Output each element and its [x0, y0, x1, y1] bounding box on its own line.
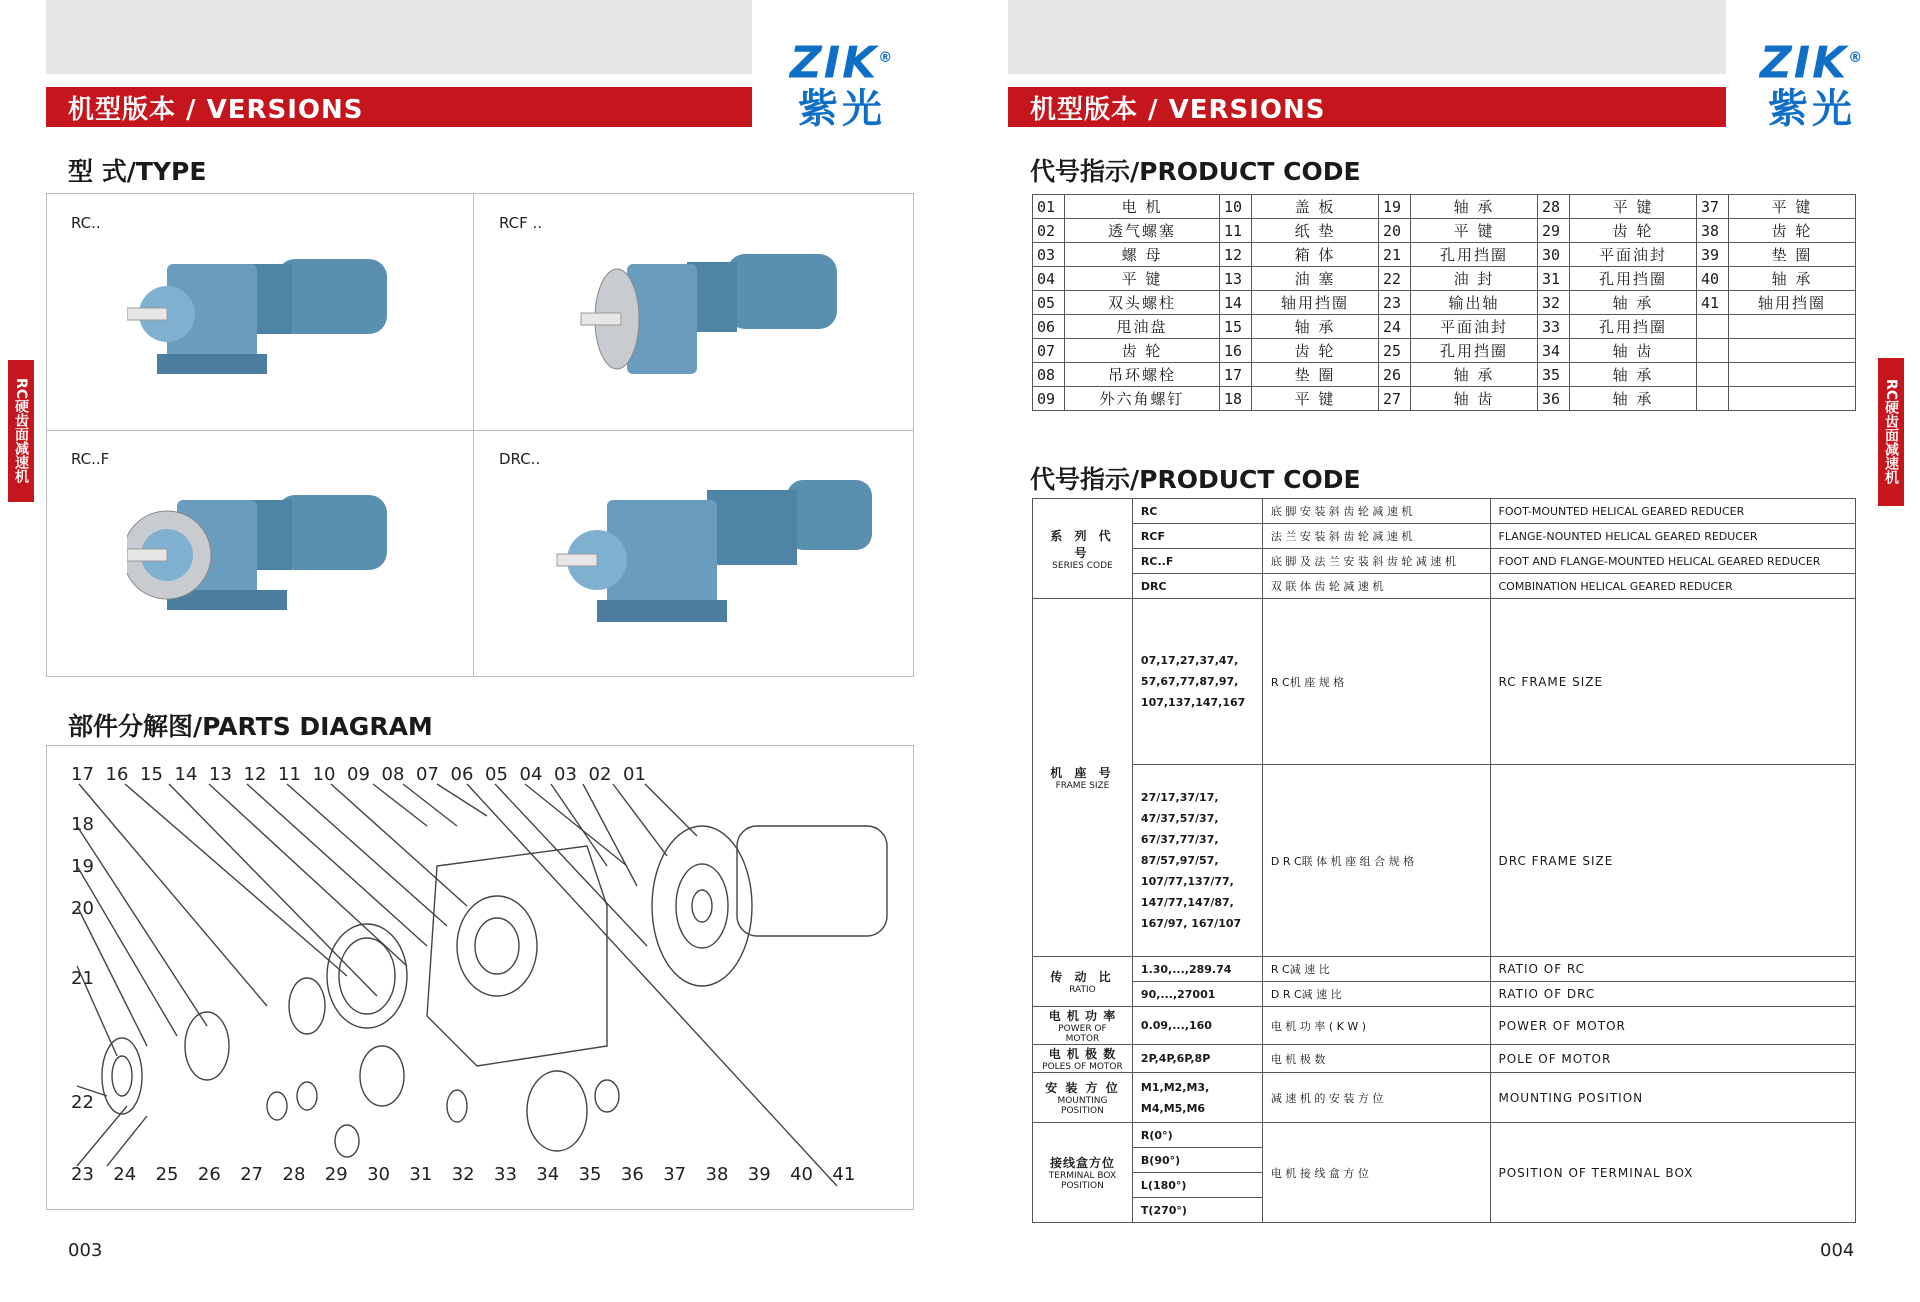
rcf-reducer-image [567, 224, 867, 404]
part-name-cell: 输出轴 [1411, 291, 1538, 315]
series-desc-cn: 双 联 体 齿 轮 减 速 机 [1262, 574, 1490, 599]
terminal-label: 接线盒方位 [1049, 1156, 1115, 1170]
drc-frame-size: 47/37,57/37, [1140, 812, 1219, 825]
side-tab-right [1878, 358, 1904, 506]
parts-table-row [1033, 291, 1856, 315]
mounting-value: M1,M2,M3, [1140, 1080, 1210, 1094]
logo-chinese: 紫光 [798, 85, 886, 132]
part-name-cell: 平 键 [1569, 195, 1696, 219]
part-number-cell: 13 [1220, 267, 1252, 291]
part-number-cell: 05 [1033, 291, 1065, 315]
part-name-cell: 轴 承 [1569, 291, 1696, 315]
parts-diagram [46, 745, 914, 1210]
part-number-cell: 39 [1696, 243, 1728, 267]
part-name-cell: 轴 承 [1252, 315, 1379, 339]
logo-chinese: 紫光 [1768, 85, 1856, 132]
part-callout: 04 [519, 764, 543, 785]
part-name-cell: 电 机 [1065, 195, 1220, 219]
type-label-rc: RC.. [71, 214, 101, 232]
zik-logo-right [1742, 36, 1882, 132]
part-callout: 03 [554, 764, 577, 785]
poles-desc-cn: 电 机 极 数 [1262, 1045, 1490, 1073]
poles-label: 电 机 极 数 [1048, 1047, 1117, 1061]
power-value: 0.09,...,160 [1132, 1007, 1262, 1045]
part-callout: 21 [71, 968, 94, 989]
part-callout: 31 [409, 1164, 433, 1185]
series-label-en: SERIES CODE [1052, 560, 1113, 571]
part-name-cell [1728, 387, 1855, 411]
part-number-cell: 20 [1379, 219, 1411, 243]
frame-label: 机 座 号 [1050, 766, 1115, 780]
part-number-cell: 12 [1220, 243, 1252, 267]
part-number-cell: 21 [1379, 243, 1411, 267]
terminal-value: L(180°) [1132, 1173, 1262, 1198]
part-name-cell: 孔用挡圈 [1569, 315, 1696, 339]
series-desc-en: COMBINATION HELICAL GEARED REDUCER [1490, 574, 1856, 599]
part-name-cell: 吊环螺栓 [1065, 363, 1220, 387]
part-number-cell: 19 [1379, 195, 1411, 219]
part-callout: 08 [381, 764, 405, 785]
part-callout: 17 [71, 764, 94, 785]
part-callout: 32 [451, 1164, 475, 1185]
part-number-cell: 28 [1537, 195, 1569, 219]
series-desc-cn: 底 脚 及 法 兰 安 装 斜 齿 轮 减 速 机 [1262, 549, 1490, 574]
power-desc-cn: 电 机 功 率 ( K W ) [1262, 1007, 1490, 1045]
part-name-cell: 螺 母 [1065, 243, 1220, 267]
part-name-cell: 双头螺柱 [1065, 291, 1220, 315]
part-number-cell [1696, 315, 1728, 339]
ratio-label: 传 动 比 [1050, 970, 1115, 984]
part-callout: 15 [140, 764, 163, 785]
part-name-cell: 孔用挡圈 [1411, 339, 1538, 363]
part-name-cell: 轴 承 [1569, 363, 1696, 387]
series-desc-cn: 法 兰 安 装 斜 齿 轮 减 速 机 [1262, 524, 1490, 549]
poles-label-en: POLES OF MOTOR [1042, 1062, 1123, 1072]
part-callout: 16 [105, 764, 129, 785]
drc-frame-size: 87/57,97/57, [1140, 854, 1219, 867]
part-name-cell: 油 封 [1411, 267, 1538, 291]
part-callout: 28 [282, 1164, 306, 1185]
series-desc-en: FOOT-MOUNTED HELICAL GEARED REDUCER [1490, 499, 1856, 524]
part-number-cell: 04 [1033, 267, 1065, 291]
part-callout: 34 [536, 1164, 560, 1185]
part-callout: 26 [197, 1164, 221, 1185]
parts-table-row [1033, 387, 1856, 411]
page-number-right: 004 [1820, 1240, 1855, 1261]
part-callout: 09 [347, 764, 370, 785]
part-name-cell: 轴 承 [1411, 195, 1538, 219]
part-callout: 19 [71, 856, 94, 877]
part-number-cell: 26 [1379, 363, 1411, 387]
part-name-cell: 齿 轮 [1569, 219, 1696, 243]
type-label-rcf-foot: RC..F [71, 450, 110, 468]
top-gray-bar-left [46, 0, 752, 74]
part-name-cell: 垫 圈 [1728, 243, 1855, 267]
part-callout: 23 [71, 1164, 94, 1185]
part-name-cell [1728, 339, 1855, 363]
product-code-title-2: 代号指示/PRODUCT CODE [1030, 465, 1361, 494]
part-callout: 39 [747, 1164, 771, 1185]
ratio-desc-cn: D R C减 速 比 [1262, 982, 1490, 1007]
terminal-desc-en: POSITION OF TERMINAL BOX [1490, 1123, 1856, 1223]
part-callout: 40 [790, 1164, 813, 1185]
side-tab-text: RC硬齿面减速机 [1883, 379, 1899, 485]
rc-frame-desc-cn: R C机 座 规 格 [1262, 599, 1490, 765]
part-name-cell: 齿 轮 [1252, 339, 1379, 363]
drc-frame-size: 167/97, 167/107 [1140, 917, 1242, 930]
part-number-cell: 11 [1220, 219, 1252, 243]
top-gray-bar-right [1008, 0, 1726, 74]
rc-frame-size: 107,137,147,167 [1140, 696, 1246, 709]
side-tab-text: RC硬齿面减速机 [13, 378, 29, 484]
parts-table-row [1033, 243, 1856, 267]
part-number-cell: 36 [1537, 387, 1569, 411]
part-name-cell: 透气螺塞 [1065, 219, 1220, 243]
part-number-cell: 02 [1033, 219, 1065, 243]
part-number-cell: 34 [1537, 339, 1569, 363]
drc-frame-size: 27/17,37/17, [1140, 791, 1219, 804]
part-number-cell: 09 [1033, 387, 1065, 411]
part-number-cell: 31 [1537, 267, 1569, 291]
part-number-cell: 22 [1379, 267, 1411, 291]
part-number-cell [1696, 339, 1728, 363]
power-label-en: POWER OF MOTOR [1058, 1024, 1107, 1044]
part-number-cell: 16 [1220, 339, 1252, 363]
page-number-left: 003 [68, 1240, 103, 1261]
part-number-cell: 10 [1220, 195, 1252, 219]
part-callout: 37 [663, 1164, 687, 1185]
mounting-desc-cn: 减 速 机 的 安 装 方 位 [1262, 1073, 1490, 1123]
product-code-table [1032, 498, 1856, 1223]
ratio-desc-en: RATIO OF DRC [1490, 982, 1856, 1007]
drc-frame-size: 147/77,147/87, [1140, 896, 1234, 909]
series-label: 系 列 代 号 [1050, 528, 1115, 560]
terminal-value: R(0°) [1132, 1123, 1262, 1148]
mounting-label: 安 装 方 位 [1045, 1081, 1120, 1095]
type-label-drc: DRC.. [499, 450, 541, 468]
type-section-title: 型 式/TYPE [68, 157, 207, 186]
part-name-cell: 垫 圈 [1252, 363, 1379, 387]
part-name-cell: 外六角螺钉 [1065, 387, 1220, 411]
power-label: 电 机 功 率 [1048, 1009, 1117, 1023]
parts-table-row [1033, 267, 1856, 291]
part-name-cell: 齿 轮 [1728, 219, 1855, 243]
part-callout: 22 [71, 1092, 94, 1113]
part-callout: 13 [209, 764, 232, 785]
part-callout: 12 [243, 764, 267, 785]
part-number-cell: 07 [1033, 339, 1065, 363]
part-callout: 27 [240, 1164, 264, 1185]
part-number-cell: 06 [1033, 315, 1065, 339]
rc-frame-size: 07,17,27,37,47, [1140, 654, 1239, 667]
part-name-cell: 轴用挡圈 [1728, 291, 1855, 315]
versions-banner-right: 机型版本 / VERSIONS [1008, 87, 1726, 127]
part-number-cell: 30 [1537, 243, 1569, 267]
part-callout: 38 [705, 1164, 729, 1185]
part-callout: 20 [71, 898, 94, 919]
part-name-cell: 轴 承 [1569, 387, 1696, 411]
part-number-cell: 41 [1696, 291, 1728, 315]
part-number-cell [1696, 387, 1728, 411]
part-callout: 11 [278, 764, 301, 785]
part-callout: 14 [174, 764, 198, 785]
drc-frame-size: 107/77,137/77, [1140, 875, 1234, 888]
part-number-cell: 38 [1696, 219, 1728, 243]
part-callout: 06 [450, 764, 474, 785]
part-name-cell: 平 键 [1252, 387, 1379, 411]
mounting-label-en: MOUNTING POSITION [1057, 1096, 1108, 1116]
part-number-cell [1696, 363, 1728, 387]
part-name-cell: 平 键 [1411, 219, 1538, 243]
versions-banner-left: 机型版本 / VERSIONS [46, 87, 752, 127]
terminal-value: B(90°) [1132, 1148, 1262, 1173]
mounting-desc-en: MOUNTING POSITION [1490, 1073, 1856, 1123]
registered-mark: ® [878, 50, 895, 66]
poles-value: 2P,4P,6P,8P [1132, 1045, 1262, 1073]
part-callout: 25 [155, 1164, 179, 1185]
part-name-cell: 油 塞 [1252, 267, 1379, 291]
part-number-cell: 03 [1033, 243, 1065, 267]
part-number-cell: 25 [1379, 339, 1411, 363]
part-name-cell: 轴 齿 [1569, 339, 1696, 363]
part-number-cell: 37 [1696, 195, 1728, 219]
logo-mark: ZIK [789, 37, 879, 89]
ratio-value: 1.30,...,289.74 [1132, 957, 1262, 982]
part-name-cell: 轴 承 [1411, 363, 1538, 387]
series-code: RCF [1132, 524, 1262, 549]
ratio-desc-en: RATIO OF RC [1490, 957, 1856, 982]
part-callout: 36 [620, 1164, 644, 1185]
part-name-cell: 箱 体 [1252, 243, 1379, 267]
mounting-value: M4,M5,M6 [1140, 1101, 1206, 1115]
part-name-cell: 纸 垫 [1252, 219, 1379, 243]
terminal-value: T(270°) [1132, 1198, 1262, 1223]
parts-table-row [1033, 363, 1856, 387]
part-callout: 35 [578, 1164, 602, 1185]
part-callout: 10 [312, 764, 336, 785]
drc-frame-desc-en: DRC FRAME SIZE [1490, 765, 1856, 957]
drc-reducer-image [547, 460, 887, 660]
part-number-cell: 01 [1033, 195, 1065, 219]
part-callout: 41 [832, 1164, 856, 1185]
part-callout: 07 [416, 764, 439, 785]
series-desc-cn: 底 脚 安 装 斜 齿 轮 减 速 机 [1262, 499, 1490, 524]
series-code: RC..F [1132, 549, 1262, 574]
part-name-cell: 平 键 [1065, 267, 1220, 291]
part-number-cell: 17 [1220, 363, 1252, 387]
parts-table-row [1033, 315, 1856, 339]
power-desc-en: POWER OF MOTOR [1490, 1007, 1856, 1045]
terminal-label-en: TERMINAL BOX POSITION [1048, 1171, 1117, 1191]
part-number-cell: 24 [1379, 315, 1411, 339]
zik-logo-left [772, 36, 912, 132]
series-code: DRC [1132, 574, 1262, 599]
series-desc-en: FOOT AND FLANGE-MOUNTED HELICAL GEARED REDUCER [1490, 549, 1856, 574]
terminal-desc-cn: 电 机 接 线 盒 方 位 [1262, 1123, 1490, 1223]
parts-table-row [1033, 195, 1856, 219]
poles-desc-en: POLE OF MOTOR [1490, 1045, 1856, 1073]
ratio-desc-cn: R C减 速 比 [1262, 957, 1490, 982]
part-number-cell: 18 [1220, 387, 1252, 411]
part-number-cell: 32 [1537, 291, 1569, 315]
part-name-cell: 平 键 [1728, 195, 1855, 219]
series-code: RC [1132, 499, 1262, 524]
rcf-foot-reducer-image [127, 460, 427, 640]
part-name-cell: 齿 轮 [1065, 339, 1220, 363]
part-name-cell: 盖 板 [1252, 195, 1379, 219]
part-callout: 18 [71, 814, 94, 835]
parts-diagram-title: 部件分解图/PARTS DIAGRAM [68, 712, 433, 741]
part-name-cell: 甩油盘 [1065, 315, 1220, 339]
part-number-cell: 23 [1379, 291, 1411, 315]
drc-frame-desc-cn: D R C联 体 机 座 组 合 规 格 [1262, 765, 1490, 957]
drc-frame-size: 67/37,77/37, [1140, 833, 1219, 846]
part-number-cell: 15 [1220, 315, 1252, 339]
type-grid [46, 193, 914, 677]
frame-label-en: FRAME SIZE [1055, 781, 1110, 791]
rc-reducer-image [127, 224, 427, 404]
type-label-rcf: RCF .. [499, 214, 543, 232]
ratio-value: 90,...,27001 [1132, 982, 1262, 1007]
part-name-cell: 平面油封 [1411, 315, 1538, 339]
part-number-cell: 08 [1033, 363, 1065, 387]
part-name-cell [1728, 315, 1855, 339]
rc-frame-size: 57,67,77,87,97, [1140, 675, 1239, 688]
part-number-cell: 35 [1537, 363, 1569, 387]
side-tab-left [8, 360, 34, 502]
part-number-cell: 27 [1379, 387, 1411, 411]
logo-mark: ZIK [1759, 37, 1849, 89]
ratio-label-en: RATIO [1069, 985, 1096, 995]
part-callout: 29 [324, 1164, 348, 1185]
series-desc-en: FLANGE-NOUNTED HELICAL GEARED REDUCER [1490, 524, 1856, 549]
part-callout: 30 [367, 1164, 390, 1185]
registered-mark: ® [1848, 50, 1865, 66]
part-name-cell: 轴 齿 [1411, 387, 1538, 411]
part-number-cell: 29 [1537, 219, 1569, 243]
part-name-cell [1728, 363, 1855, 387]
part-name-cell: 孔用挡圈 [1569, 267, 1696, 291]
parts-table-row [1033, 339, 1856, 363]
product-code-title-1: 代号指示/PRODUCT CODE [1030, 157, 1361, 186]
part-callout: 24 [113, 1164, 137, 1185]
part-callout: 02 [588, 764, 612, 785]
part-number-cell: 40 [1696, 267, 1728, 291]
part-number-cell: 33 [1537, 315, 1569, 339]
parts-table-row [1033, 219, 1856, 243]
part-callout: 33 [494, 1164, 517, 1185]
part-name-cell: 轴 承 [1728, 267, 1855, 291]
rc-frame-desc-en: RC FRAME SIZE [1490, 599, 1856, 765]
part-name-cell: 轴用挡圈 [1252, 291, 1379, 315]
parts-code-table [1032, 194, 1856, 411]
part-callout: 01 [623, 764, 646, 785]
part-name-cell: 孔用挡圈 [1411, 243, 1538, 267]
part-callout: 05 [485, 764, 508, 785]
part-name-cell: 平面油封 [1569, 243, 1696, 267]
exploded-view-drawing [47, 746, 913, 1209]
part-number-cell: 14 [1220, 291, 1252, 315]
